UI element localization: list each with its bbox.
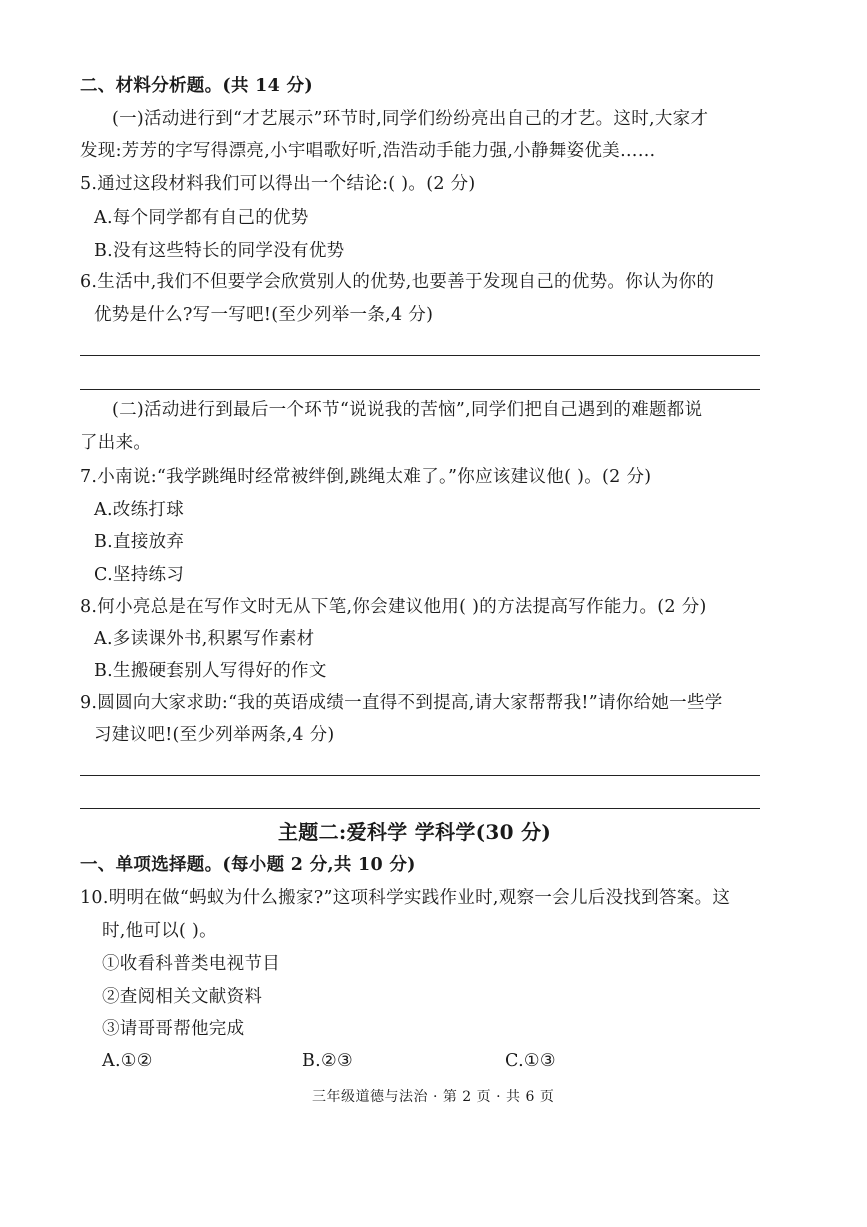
q5-stem: 5.通过这段材料我们可以得出一个结论:( )。(2 分)	[80, 174, 476, 194]
q5-option-a: A.每个同学都有自己的优势	[94, 208, 309, 228]
q10-line1: 10.明明在做“蚂蚁为什么搬家?”这项科学实践作业时,观察一会儿后没找到答案。这	[80, 888, 731, 908]
part1-intro-line2: 发现:芳芳的字写得漂亮,小宇唱歌好听,浩浩动手能力强,小静舞姿优美……	[80, 141, 656, 161]
q9-line1: 9.圆圆向大家求助:“我的英语成绩一直得不到提高,请大家帮帮我!”请你给她一些学	[80, 693, 723, 713]
part2-intro-line1: (二)活动进行到最后一个环节“说说我的苦恼”,同学们把自己遇到的难题都说	[112, 400, 703, 420]
q9-answer-line-2[interactable]	[80, 808, 760, 809]
theme2-title: 主题二:爱科学 学科学(30 分)	[278, 820, 552, 844]
q7-stem: 7.小南说:“我学跳绳时经常被绊倒,跳绳太难了。”你应该建议他( )。(2 分)	[80, 467, 652, 487]
q6-line1: 6.生活中,我们不但要学会欣赏别人的优势,也要善于发现自己的优势。你认为你的	[80, 272, 715, 292]
q10-item-3: ③请哥哥帮他完成	[102, 1019, 245, 1039]
part1-intro-line1: (一)活动进行到“才艺展示”环节时,同学们纷纷亮出自己的才艺。这时,大家才	[112, 109, 709, 129]
q10-item-2: ②查阅相关文献资料	[102, 987, 263, 1007]
q10-item-1: ①收看科普类电视节目	[102, 954, 280, 974]
q10-option-a: A.①②	[102, 1051, 153, 1071]
q6-answer-line-2[interactable]	[80, 389, 760, 390]
q10-line2: 时,他可以( )。	[102, 921, 217, 941]
q8-stem: 8.何小亮总是在写作文时无从下笔,你会建议他用( )的方法提高写作能力。(2 分)	[80, 597, 707, 617]
q6-answer-line-1[interactable]	[80, 355, 760, 356]
q7-option-c: C.坚持练习	[94, 565, 185, 585]
q7-option-a: A.改练打球	[94, 500, 185, 520]
page-footer: 三年级道德与法治 · 第 2 页 · 共 6 页	[312, 1089, 555, 1105]
q10-option-c: C.①③	[505, 1051, 556, 1071]
theme2-section1-heading: 一、单项选择题。(每小题 2 分,共 10 分)	[80, 855, 416, 875]
q8-option-b: B.生搬硬套别人写得好的作文	[94, 661, 327, 681]
section2-heading: 二、材料分析题。(共 14 分)	[80, 76, 313, 96]
q5-option-b: B.没有这些特长的同学没有优势	[94, 241, 345, 261]
q8-option-a: A.多读课外书,积累写作素材	[94, 629, 315, 649]
q6-line2: 优势是什么?写一写吧!(至少列举一条,4 分)	[94, 305, 434, 325]
q7-option-b: B.直接放弃	[94, 532, 185, 552]
q9-line2: 习建议吧!(至少列举两条,4 分)	[94, 725, 335, 745]
q10-option-b: B.②③	[302, 1051, 353, 1071]
part2-intro-line2: 了出来。	[80, 433, 152, 453]
q9-answer-line-1[interactable]	[80, 775, 760, 776]
